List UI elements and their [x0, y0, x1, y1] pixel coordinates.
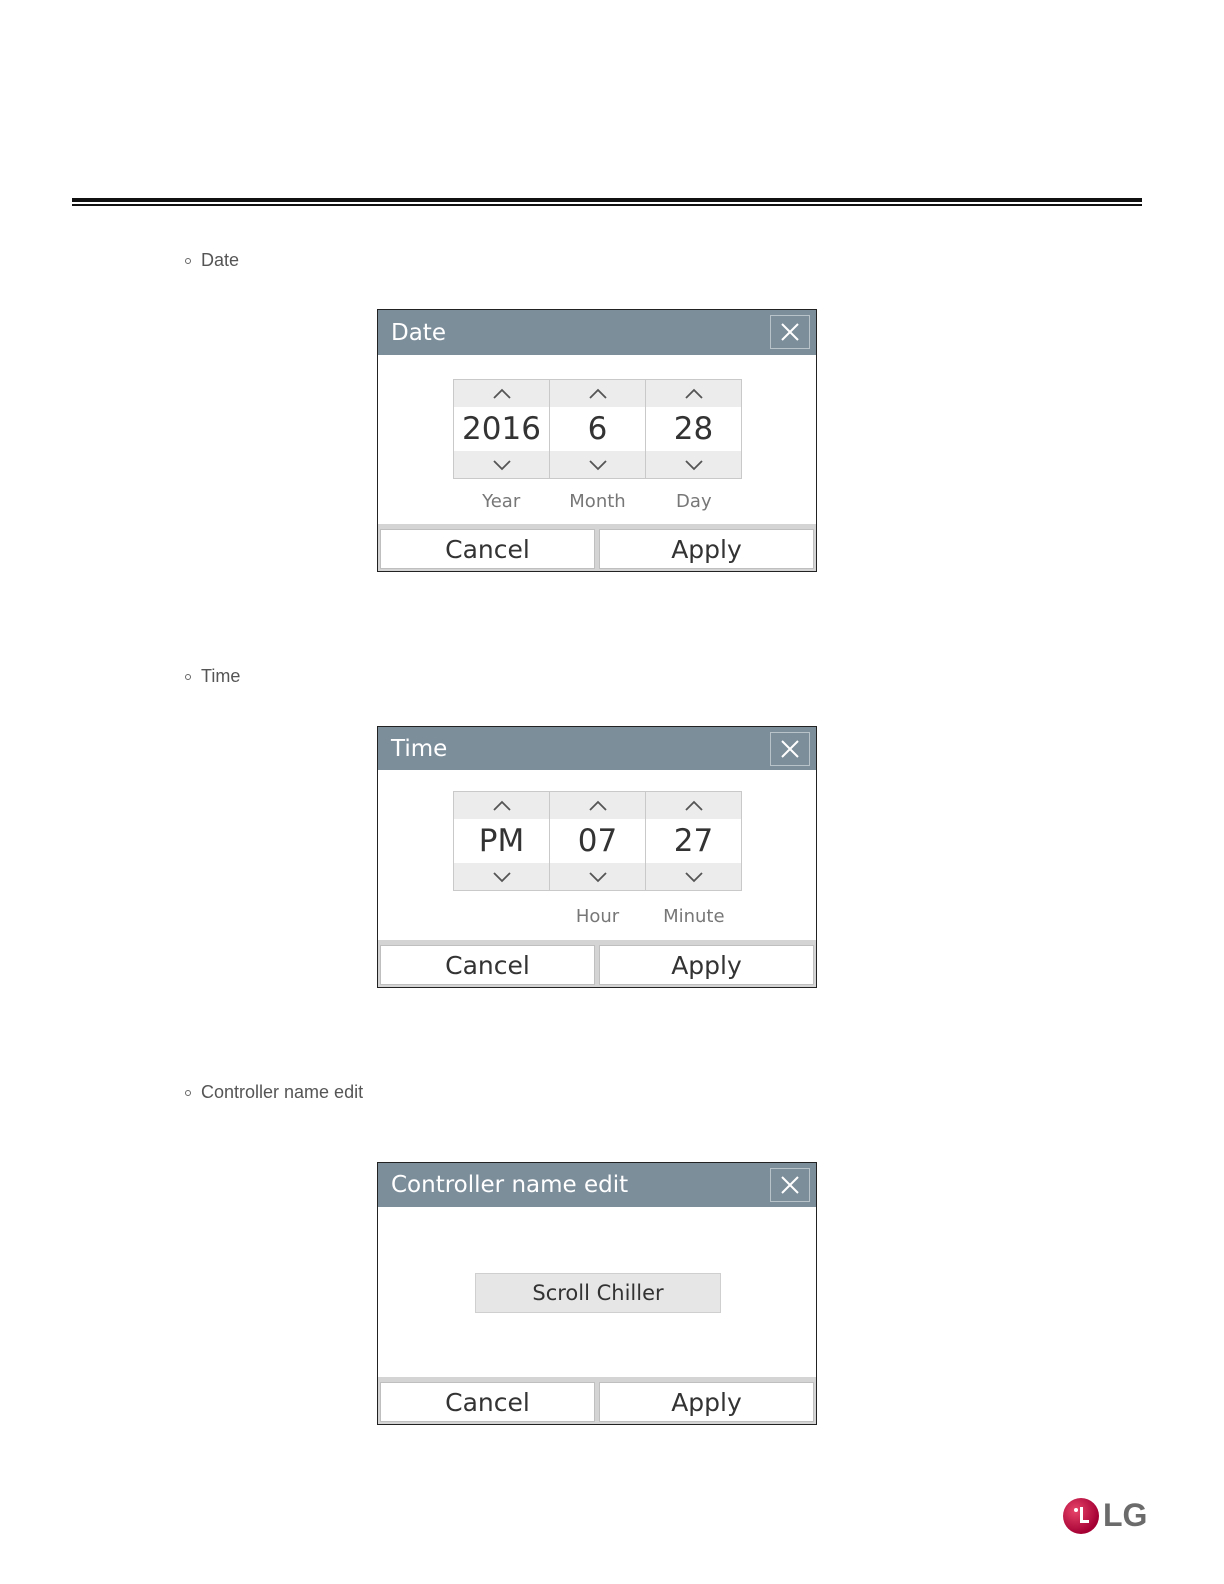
apply-button[interactable]: Apply — [599, 1382, 814, 1422]
lg-logo — [1063, 1497, 1147, 1534]
picker-column-day — [646, 380, 741, 478]
bullet-icon — [185, 674, 191, 680]
chevron-up-icon — [492, 800, 512, 812]
year-down-button[interactable] — [454, 451, 549, 478]
year-value: 2016 — [454, 407, 549, 451]
picker-column-month — [550, 380, 646, 478]
chevron-down-icon — [588, 459, 608, 471]
time-column-labels — [453, 906, 742, 927]
close-button[interactable] — [770, 315, 810, 349]
chevron-down-icon — [492, 459, 512, 471]
hour-down-button[interactable] — [550, 863, 645, 890]
close-button[interactable] — [770, 1168, 810, 1202]
minute-up-button[interactable] — [646, 792, 741, 819]
label-month: Month — [569, 491, 626, 512]
cancel-button[interactable]: Cancel — [380, 945, 595, 985]
month-value: 6 — [550, 407, 645, 451]
label-year: Year — [482, 491, 521, 512]
apply-button[interactable]: Apply — [599, 529, 814, 569]
ampm-value: PM — [454, 819, 549, 863]
dialog-footer — [378, 940, 816, 987]
section-label-date: Date — [185, 250, 239, 271]
cancel-button[interactable]: Cancel — [380, 1382, 595, 1422]
chevron-down-icon — [684, 871, 704, 883]
dialog-footer — [378, 524, 816, 571]
ampm-up-button[interactable] — [454, 792, 549, 819]
close-button[interactable] — [770, 732, 810, 766]
dialog-title: Time — [391, 735, 448, 762]
label-minute: Minute — [663, 906, 725, 927]
close-icon — [780, 739, 800, 759]
lg-logo-mark-icon — [1063, 1498, 1099, 1534]
picker-column-ampm — [454, 792, 550, 890]
dialog-titlebar — [378, 727, 816, 770]
dialog-body — [378, 355, 816, 571]
dialog-body — [378, 770, 816, 987]
hour-value: 07 — [550, 819, 645, 863]
label-day: Day — [676, 491, 712, 512]
dialog-titlebar — [378, 310, 816, 355]
minute-value: 27 — [646, 819, 741, 863]
lg-logo-text: LG — [1103, 1497, 1148, 1533]
ampm-down-button[interactable] — [454, 863, 549, 890]
time-picker — [453, 791, 742, 891]
label-ampm — [453, 906, 549, 927]
label-hour: Hour — [575, 906, 620, 927]
close-icon — [780, 322, 800, 342]
month-down-button[interactable] — [550, 451, 645, 478]
chevron-up-icon — [684, 388, 704, 400]
date-column-labels — [453, 491, 742, 512]
close-icon — [780, 1175, 800, 1195]
chevron-down-icon — [684, 459, 704, 471]
dialog-titlebar — [378, 1163, 816, 1207]
chevron-up-icon — [492, 388, 512, 400]
minute-down-button[interactable] — [646, 863, 741, 890]
chevron-up-icon — [588, 800, 608, 812]
date-dialog — [377, 309, 817, 572]
controller-name-dialog — [377, 1162, 817, 1425]
year-up-button[interactable] — [454, 380, 549, 407]
date-picker — [453, 379, 742, 479]
bullet-icon — [185, 258, 191, 264]
hour-up-button[interactable] — [550, 792, 645, 819]
chevron-down-icon — [492, 871, 512, 883]
header-rule-thin — [72, 204, 1142, 206]
day-down-button[interactable] — [646, 451, 741, 478]
time-dialog — [377, 726, 817, 988]
bullet-icon — [185, 1090, 191, 1096]
chevron-down-icon — [588, 871, 608, 883]
dialog-body — [378, 1207, 816, 1424]
controller-name-input[interactable]: Scroll Chiller — [475, 1273, 721, 1313]
picker-column-minute — [646, 792, 741, 890]
header-rule-thick — [72, 198, 1142, 202]
chevron-up-icon — [684, 800, 704, 812]
section-label-time: Time — [185, 666, 240, 687]
picker-column-year — [454, 380, 550, 478]
dialog-title: Date — [391, 319, 446, 346]
chevron-up-icon — [588, 388, 608, 400]
day-value: 28 — [646, 407, 741, 451]
day-up-button[interactable] — [646, 380, 741, 407]
cancel-button[interactable]: Cancel — [380, 529, 595, 569]
month-up-button[interactable] — [550, 380, 645, 407]
section-label-controller-name: Controller name edit — [185, 1082, 363, 1103]
apply-button[interactable]: Apply — [599, 945, 814, 985]
dialog-title: Controller name edit — [391, 1172, 629, 1198]
dialog-footer — [378, 1377, 816, 1424]
picker-column-hour — [550, 792, 646, 890]
